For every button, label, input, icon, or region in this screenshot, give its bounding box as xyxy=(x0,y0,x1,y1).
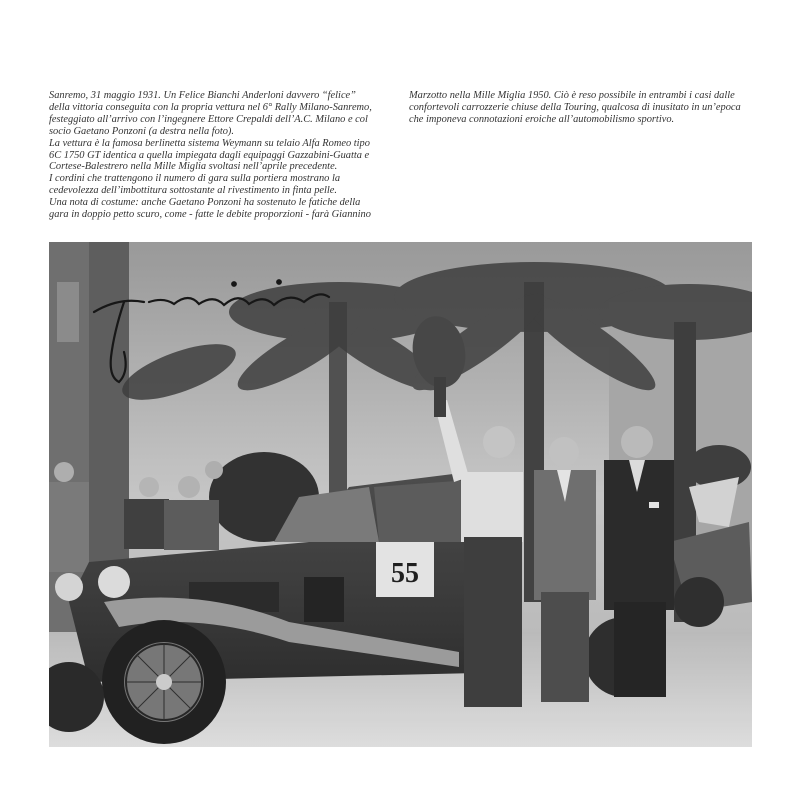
caption-line: festeggiato all’arrivo con l’ingegnere Ettore Crepaldi dell’A.C. Milano e col xyxy=(49,113,368,125)
race-number: 55 xyxy=(391,558,419,589)
caption-line: confortevoli carrozzerie chiuse della Touring, qualcosa di inusitato in un’epoca xyxy=(409,101,741,113)
historic-photograph xyxy=(49,242,752,747)
caption-line: Sanremo, 31 maggio 1931. Un Felice Bianchi Anderloni davvero “felice” xyxy=(49,90,356,101)
caption-line: Una nota di costume: anche Gaetano Ponzoni ha sostenuto le fatiche della xyxy=(49,197,361,209)
caption-line: I cordini che trattengono il numero di gara sulla portiera mostrano la xyxy=(49,173,341,185)
caption-line: Marzotto nella Mille Miglia 1950. Ciò è reso possibile in entrambi i casi dalle xyxy=(409,90,735,101)
caption-line: socio Gaetano Ponzoni (a destra nella foto). xyxy=(49,125,234,137)
caption-line: 6C 1750 GT identica a quella impiegata dagli equipaggi Gazzabini-Guatta e xyxy=(49,149,370,161)
caption-line: Cortese-Balestrero nella Mille Miglia svoltasi nell’aprile precedente. xyxy=(49,161,338,173)
caption-left-column xyxy=(49,90,399,221)
caption-line: gara in doppio petto scuro, come - fatte le debite proporzioni - farà Giannino xyxy=(49,209,371,221)
caption-line: che imponeva connotazioni eroiche all’automobilismo sportivo. xyxy=(409,113,675,125)
caption-line: della vittoria conseguita con la propria vettura nel 6° Rally Milano-Sanremo, xyxy=(49,101,372,113)
caption-line: cedevolezza dell’imbottitura sottostante al rivestimento in finta pelle. xyxy=(49,185,338,197)
caption-line: La vettura è la famosa berlinetta sistema Weymann su telaio Alfa Romeo tipo xyxy=(49,137,370,149)
caption-right-column xyxy=(409,90,759,126)
